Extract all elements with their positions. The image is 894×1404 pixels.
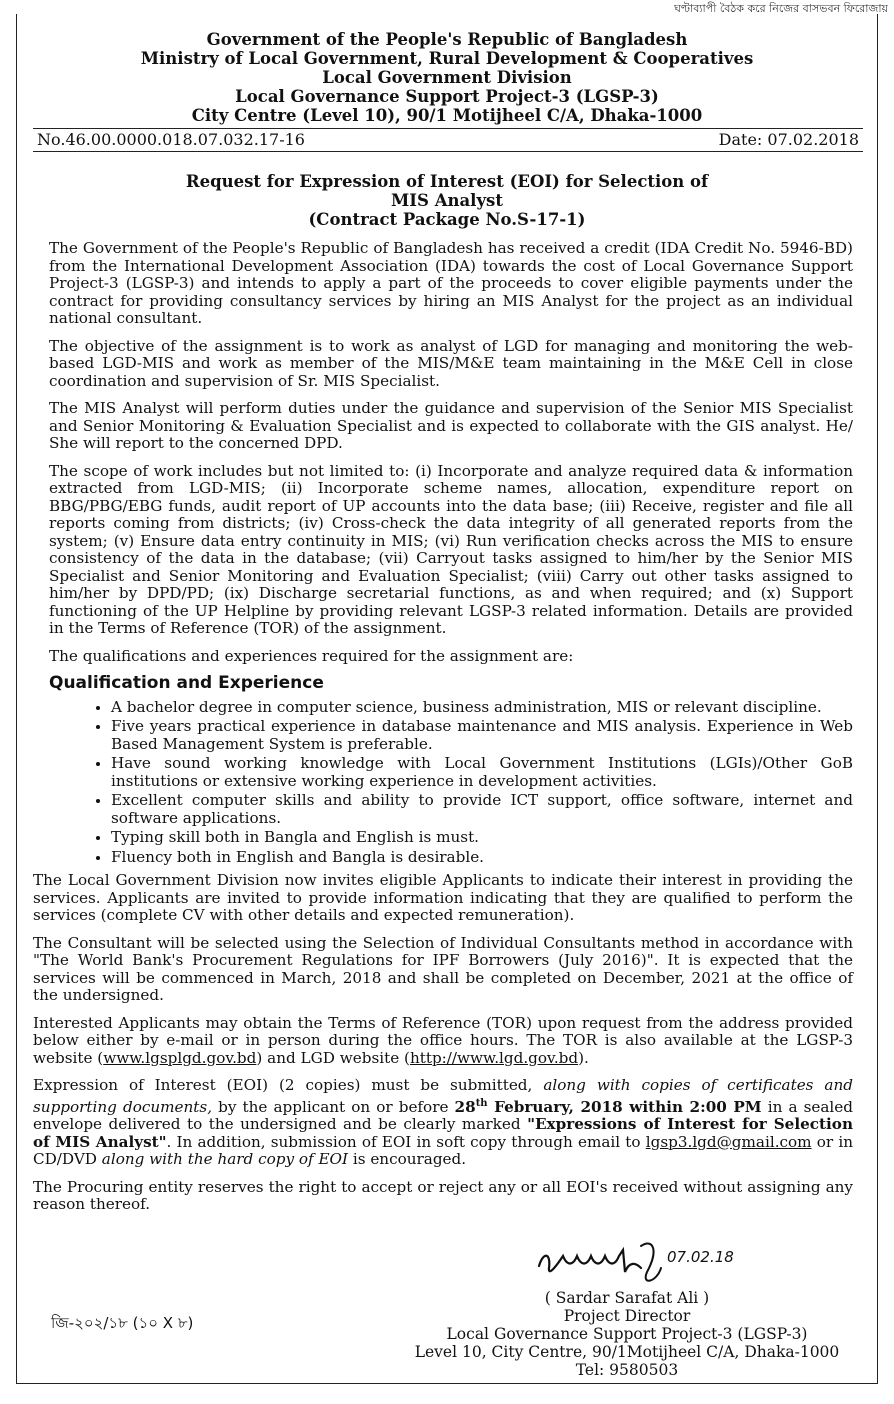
submission-text-c: in a sealed envelope delivered to the undersigned and be clearly marked	[33, 1097, 853, 1134]
reference-number: No.46.00.0000.018.07.032.17-16	[37, 130, 305, 149]
envelope-marking: "Expressions of Interest for Selection of MIS Analyst"	[33, 1115, 853, 1151]
notice-date: Date: 07.02.2018	[718, 130, 859, 149]
letterhead-line-2: Ministry of Local Government, Rural Development & Cooperatives	[140, 49, 754, 68]
paragraph-invitation: The Local Government Division now invites eligible Applicants to indicate their interest in providing the services. Applicants are invited to provide information indicating that they are qualified to perform the services (complete CV with other details and expected remuneration).	[33, 871, 853, 924]
paragraph-scope: The scope of work includes but not limited to: (i) Incorporate and analyze required data & information extracted from LGD-MIS; (ii) Incorporate scheme names, allocation, expenditure report on BBG/PBG/EBG funds, audit report of UP accounts into the data base; (iii) Receive, register and file all reports coming from districts; (iv) Cross-check the data integrity of all generated reports from the system; (v) Ensure data entry continuity in MIS; (vi) Run verification checks across the MIS to ensure consistency of the data in the database; (vii) Carryout tasks assigned to him/her by the Senior MIS Specialist and Senior Monitoring and Evaluation Specialist; (viii) Carry out other tasks assigned to him/her by DPD/PD; (ix) Discharge secretarial functions, as and when required; and (x) Support functioning of the UP Helpline by providing relevant LGSP-3 related information. Details are provided in the Terms of Reference (TOR) of the assignment.	[49, 461, 853, 637]
signatory-telephone: Tel: 9580503	[575, 1361, 679, 1379]
submission-text-e: or in CD/DVD	[33, 1132, 853, 1169]
paragraph-credit: The Government of the People's Republic of Bangladesh has received a credit (IDA Credit No. 5946-BD) from the International Development Association (IDA) towards the cost of Local Governance Support Project-3 (LGSP-3) and intends to apply a part of the proceeds to cover eligible payments under the contract for providing consultancy services by hiring an MIS Analyst for the project as an individual national consultant.	[49, 239, 853, 327]
lgd-website-link[interactable]: http://www.lgd.gov.bd	[409, 1048, 579, 1067]
tor-text-a: Interested Applicants may obtain the Terms of Reference (TOR) upon request from the address provided below either by e-mail or in person during the office hours. The TOR is also available at the LGSP-3 website (	[33, 1013, 853, 1067]
signatory-address: Level 10, City Centre, 90/1Motijheel C/A, Dhaka-1000	[414, 1343, 840, 1361]
paragraph-supervision: The MIS Analyst will perform duties under the guidance and supervision of the Senior MIS Specialist and Senior Monitoring & Evaluation Specialist and is expected to collaborate with the GIS analyst. He/ She will report to the concerned DPD.	[49, 399, 853, 452]
deadline-day: 28	[454, 1097, 476, 1116]
tor-text-c: ).	[578, 1048, 589, 1067]
title-line-1: Request for Expression of Interest (EOI) for Selection of	[185, 172, 709, 191]
submission-text-a: Expression of Interest (EOI) (2 copies) must be submitted,	[33, 1076, 544, 1094]
handwritten-date: 07.02.18	[667, 1248, 734, 1266]
submission-text-f: is encouraged.	[348, 1150, 467, 1169]
qualification-list	[49, 699, 853, 867]
title-line-2: MIS Analyst	[391, 191, 503, 210]
paragraph-objective: The objective of the assignment is to work as analyst of LGD for managing and monitoring the web-based LGD-MIS and work as member of the MIS/M&E team maintaining in the M&E Cell in close coordination and supervision of Sr. MIS Specialist.	[49, 336, 853, 390]
qualification-item: • Have sound working knowledge with Local Government Institutions (LGIs)/Other GoB institutions or extensive working experience in development activities.	[111, 755, 853, 790]
tor-text-b: ) and LGD website (	[256, 1048, 410, 1067]
reference-row	[33, 128, 863, 152]
qualification-item: • Excellent computer skills and ability to provide ICT support, office software, internet and software applications.	[111, 792, 853, 827]
notice-body	[33, 239, 853, 1224]
qualification-item: • Typing skill both in Bangla and English is must.	[111, 829, 853, 847]
qualification-item: • Fluency both in English and Bangla is desirable.	[111, 849, 853, 867]
submission-italic-2: along with the hard copy of EOI	[101, 1150, 349, 1169]
letterhead	[17, 30, 877, 125]
letterhead-line-1: Government of the People's Republic of Bangladesh	[206, 30, 688, 49]
deadline-suffix: th	[475, 1097, 488, 1109]
signatory-designation: Project Director	[563, 1307, 691, 1325]
publication-code: জি-২০২/১৮ (১০ X ৮)	[51, 1314, 194, 1332]
handwritten-signature	[529, 1232, 769, 1292]
submission-italic-1: along with copies of certificates and supporting documents,	[33, 1076, 853, 1116]
qualification-item: • A bachelor degree in computer science, business administration, MIS or relevant discipline.	[111, 699, 853, 717]
notice-page	[16, 14, 878, 1384]
paragraph-selection-method: The Consultant will be selected using the Selection of Individual Consultants method in accordance with "The World Bank's Procurement Regulations for IPF Borrowers (July 2016)". It is expected that the services will be commenced in March, 2018 and shall be completed on December, 2021 at the office of the undersigned.	[33, 933, 853, 1004]
submission-text-b: by the applicant on or before	[212, 1097, 455, 1116]
email-link[interactable]: lgsp3.lgd@gmail.com	[645, 1132, 812, 1151]
qualification-item: • Five years practical experience in database maintenance and MIS analysis. Experience in Web Based Management System is preferable.	[111, 718, 853, 753]
letterhead-line-3: Local Government Division	[322, 68, 572, 87]
notice-title	[17, 172, 877, 229]
letterhead-line-5: City Centre (Level 10), 90/1 Motijheel C/A, Dhaka-1000	[191, 106, 703, 125]
letterhead-line-4: Local Governance Support Project-3 (LGSP-3)	[235, 87, 659, 106]
title-line-3: (Contract Package No.S-17-1)	[308, 210, 586, 229]
paragraph-submission	[33, 1077, 853, 1169]
submission-text-d: . In addition, submission of EOI in soft copy through email to	[166, 1132, 646, 1151]
top-clipping-note: ঘণ্টাব্যাপী বৈঠক করে নিজের বাসভবন ফিরোজায়	[674, 2, 888, 15]
qualification-heading: Qualification and Experience	[49, 673, 324, 693]
deadline-date-time: February, 2018 within 2:00 PM	[487, 1097, 762, 1116]
paragraph-qualifications-intro: The qualifications and experiences required for the assignment are:	[49, 646, 574, 665]
signature-block	[397, 1289, 857, 1379]
paragraph-reservation: The Procuring entity reserves the right to accept or reject any or all EOI's received without assigning any reason thereof.	[33, 1177, 853, 1214]
lgsp-website-link[interactable]: www.lgsplgd.gov.bd	[103, 1048, 257, 1067]
signatory-project: Local Governance Support Project-3 (LGSP-3)	[446, 1325, 808, 1343]
signatory-name: ( Sardar Sarafat Ali )	[544, 1289, 710, 1307]
paragraph-tor	[33, 1015, 853, 1068]
